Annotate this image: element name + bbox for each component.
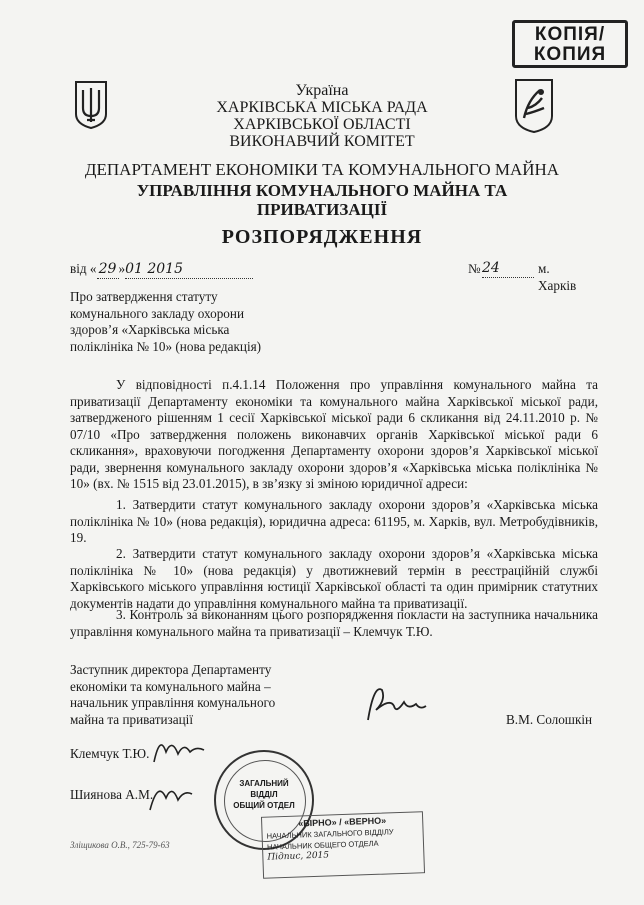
cert-stamp-line2: НАЧАЛЬНИК ЗАГАЛЬНОГО ВІДДІЛУ: [266, 827, 394, 841]
date-line: [70, 260, 590, 293]
copy-stamp: [512, 20, 628, 68]
initials-signature-icon: [146, 776, 196, 816]
cert-stamp-line3: НАЧАЛЬНИК ОБЩЕГО ОТДЕЛА: [266, 838, 379, 852]
header-region: ХАРКІВСЬКОЇ ОБЛАСТІ: [233, 116, 411, 133]
subject: [70, 289, 330, 355]
approval-name: Шиянова А.М.: [70, 787, 154, 802]
header-committee: ВИКОНАВЧИЙ КОМІТЕТ: [229, 133, 415, 150]
position-line: майна та приватизації: [70, 711, 193, 727]
body-item2: [70, 546, 598, 612]
executor-note: Зліщикова О.В., 725-79-63: [70, 840, 170, 850]
certification-stamp: [261, 811, 425, 879]
round-stamp-line1: ЗАГАЛЬНИЙ: [239, 779, 289, 788]
approval-name: Клемчук Т.Ю.: [70, 746, 150, 761]
round-stamp-line2: ВІДДІЛ: [250, 790, 278, 799]
body-item3: [70, 607, 598, 640]
document-title: РОЗПОРЯДЖЕННЯ: [221, 226, 423, 248]
department-name: ДЕПАРТАМЕНТ ЕКОНОМІКИ ТА КОМУНАЛЬНОГО МАЙНА: [84, 160, 560, 179]
round-stamp-line3: ОБЩИЙ ОТДЕЛ: [233, 801, 295, 810]
office-name-line1: УПРАВЛІННЯ КОМУНАЛЬНОГО МАЙНА ТА: [136, 181, 508, 200]
date-prefix: від «: [70, 261, 97, 276]
body-item1: [70, 497, 598, 547]
subject-line: комунального закладу охорони: [70, 305, 245, 321]
position-line: економіки та комунального майна –: [70, 678, 271, 694]
intro-paragraph: У відповідності п.4.1.14 Положення про управління комунального майна та приватизації Департаменту економіки та комунального майна Харківської міської ради, затвердженого рішенням 1 сесії Харківської міської ради 6 скликання від 24.11.2010 р. № 07/10 «Про затвердження положень виконавчих органів Харківської міської ради 6 скликання», враховуючи погодження Департаменту охорони здоров’я Харківської міської ради, звернення комунального закладу охорони здоров’я «Харківська міська поліклініка № 10» (вх. № 1515 від 23.01.2015), в зв’язку зі зміною юридичної адреси:: [70, 377, 598, 491]
subject-line: поліклініка № 10» (нова редакція): [70, 338, 262, 354]
body-intro: [70, 377, 598, 493]
copy-stamp-line2: КОПИЯ: [533, 44, 607, 65]
date-day: 29: [97, 261, 119, 279]
handwritten-signature-icon: [360, 680, 430, 728]
header-council: ХАРКІВСЬКА МІСЬКА РАДА: [216, 99, 428, 116]
city: м. Харків: [538, 261, 577, 293]
header-country: Україна: [295, 82, 349, 99]
date-month: 01 2015: [125, 261, 253, 279]
item-paragraph: 1. Затвердити статут комунального закладу охорони здоров’я «Харківська міська поліклініка № 10» (нова редакція), юридична адреса: 61195, м. Харків, вул. Метробудівників, 19.: [70, 497, 598, 545]
document-number: 24: [482, 260, 534, 278]
cert-stamp-line4: Підпис, 2015: [267, 850, 330, 863]
number-prefix: №: [468, 261, 481, 276]
position-line: Заступник директора Департаменту: [70, 662, 272, 677]
position-line: начальник управління комунального: [70, 695, 276, 710]
office-name-line2: ПРИВАТИЗАЦІЇ: [256, 200, 388, 219]
signatory-position: [70, 662, 300, 728]
date-mid: »: [118, 261, 126, 276]
subject-line: Про затвердження статуту: [70, 289, 218, 304]
cert-stamp-line1: «ВІРНО» / «ВЕРНО»: [298, 815, 387, 829]
item-paragraph: 2. Затвердити статут комунального закладу охорони здоров’я «Харківська міська поліклініка № 10» (нова редакція) у двотижневий термін в реєстраційній службі Харківського міського управління юстиції Харківської області та один примірник статутних документів надати до управління комунального майна та приватизації.: [70, 546, 598, 611]
signatory-name: В.М. Солошкін: [506, 712, 593, 727]
item-paragraph: 3. Контроль за виконанням цього розпорядження покласти на заступника начальника управління комунального майна та приватизації – Клемчук Т.Ю.: [70, 607, 598, 639]
copy-stamp-line1: КОПІЯ/: [534, 24, 606, 45]
subject-line: здоров’я «Харківська міська: [70, 322, 230, 337]
initials-signature-icon: [150, 732, 210, 768]
